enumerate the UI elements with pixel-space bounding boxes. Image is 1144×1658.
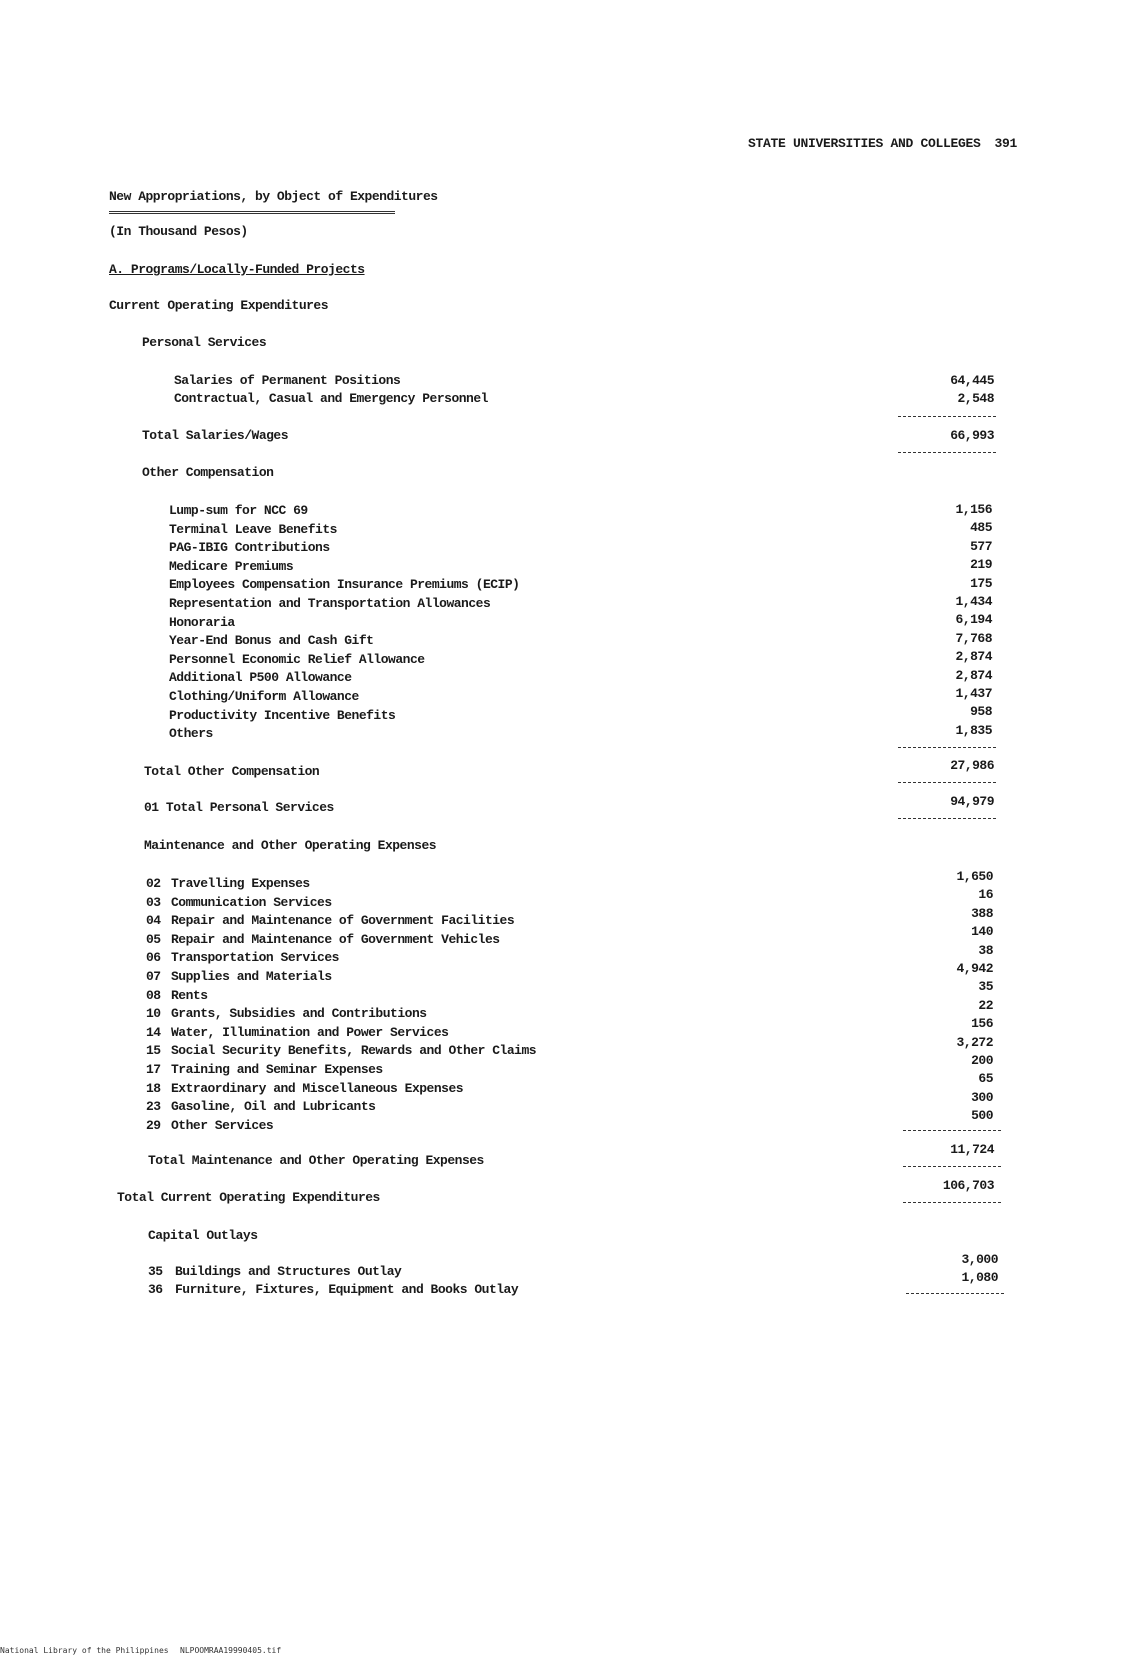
line-item-label: Lump-sum for NCC 69 <box>169 503 308 518</box>
line-item-label: Personnel Economic Relief Allowance <box>169 652 425 667</box>
line-item-label: Representation and Transportation Allowances <box>169 596 491 611</box>
line-item-code: 03 <box>146 895 161 910</box>
line-item-value: 388 <box>971 906 993 921</box>
subtotal-rule <box>898 416 996 417</box>
line-item-value: 300 <box>971 1090 993 1105</box>
total-personal-services-label: 01 Total Personal Services <box>144 800 334 815</box>
line-item-code: 04 <box>146 913 161 928</box>
total-rule <box>898 452 996 453</box>
line-item-label: Travelling Expenses <box>171 876 310 891</box>
line-item-value: 1,437 <box>955 686 992 701</box>
line-item-code: 15 <box>146 1043 161 1058</box>
line-item-value: 3,272 <box>956 1035 993 1050</box>
line-item-code: 10 <box>146 1006 161 1021</box>
line-item-value: 64,445 <box>950 373 994 388</box>
line-item-value: 22 <box>978 998 993 1013</box>
total-personal-services-value: 94,979 <box>950 794 994 809</box>
line-item-value: 2,874 <box>955 668 992 683</box>
line-item-label: Productivity Incentive Benefits <box>169 708 396 723</box>
footer-file: NLPOOMRAA19990405.tif <box>180 1646 282 1655</box>
page-number: 391 <box>994 136 1018 151</box>
current-operating-heading: Current Operating Expenditures <box>109 298 329 313</box>
running-header <box>748 136 1017 151</box>
line-item-value: 1,835 <box>955 723 992 738</box>
total-mooe-value: 11,724 <box>950 1142 994 1157</box>
total-rule <box>898 818 996 819</box>
line-item-label: Training and Seminar Expenses <box>171 1062 383 1077</box>
line-item-value: 577 <box>970 539 992 554</box>
line-item-value: 500 <box>971 1108 993 1123</box>
line-item-code: 29 <box>146 1118 161 1133</box>
line-item-code: 36 <box>148 1282 163 1297</box>
line-item-code: 23 <box>146 1099 161 1114</box>
line-item-label: Grants, Subsidies and Contributions <box>171 1006 427 1021</box>
line-item-code: 14 <box>146 1025 161 1040</box>
line-item-label: Employees Compensation Insurance Premiums (ECIP) <box>169 577 520 592</box>
line-item-label: Furniture, Fixtures, Equipment and Books Outlay <box>175 1282 519 1297</box>
total-salaries-value: 66,993 <box>950 428 994 443</box>
personal-services-heading: Personal Services <box>142 335 267 350</box>
line-item-value: 2,548 <box>957 391 994 406</box>
line-item-value: 175 <box>970 576 992 591</box>
line-item-value: 35 <box>978 979 993 994</box>
line-item-value: 200 <box>971 1053 993 1068</box>
line-item-value: 1,650 <box>956 869 993 884</box>
other-compensation-heading: Other Compensation <box>142 465 274 480</box>
total-rule <box>903 1202 1001 1203</box>
section-heading: A. Programs/Locally-Funded Projects <box>109 262 365 277</box>
total-current-label: Total Current Operating Expenditures <box>117 1190 380 1205</box>
line-item-value: 7,768 <box>955 631 992 646</box>
line-item-code: 07 <box>146 969 161 984</box>
total-salaries-label: Total Salaries/Wages <box>142 428 289 443</box>
total-rule <box>903 1166 1001 1167</box>
line-item-value: 140 <box>971 924 993 939</box>
line-item-label: Other Services <box>171 1118 274 1133</box>
subtotal-rule <box>898 747 996 748</box>
line-item-label: Social Security Benefits, Rewards and Other Claims <box>171 1043 537 1058</box>
line-item-label: Contractual, Casual and Emergency Personnel <box>174 391 488 406</box>
line-item-label: Year-End Bonus and Cash Gift <box>169 633 374 648</box>
subtotal-rule <box>906 1293 1004 1294</box>
line-item-value: 156 <box>971 1016 993 1031</box>
line-item-value: 2,874 <box>955 649 992 664</box>
line-item-value: 4,942 <box>956 961 993 976</box>
line-item-label: Buildings and Structures Outlay <box>175 1264 402 1279</box>
line-item-value: 65 <box>978 1071 993 1086</box>
total-other-compensation-value: 27,986 <box>950 758 994 773</box>
footer-library: National Library of the Philippines <box>0 1646 169 1655</box>
line-item-value: 958 <box>970 704 992 719</box>
total-rule <box>898 782 996 783</box>
line-item-code: 08 <box>146 988 161 1003</box>
capital-outlays-heading: Capital Outlays <box>148 1228 258 1243</box>
line-item-label: Repair and Maintenance of Government Facilities <box>171 913 515 928</box>
line-item-value: 6,194 <box>955 612 992 627</box>
mooe-heading: Maintenance and Other Operating Expenses <box>144 838 437 853</box>
running-title: STATE UNIVERSITIES AND COLLEGES <box>748 136 981 151</box>
total-other-compensation-label: Total Other Compensation <box>144 764 320 779</box>
line-item-label: Extraordinary and Miscellaneous Expenses <box>171 1081 464 1096</box>
line-item-label: Rents <box>171 988 208 1003</box>
line-item-value: 1,156 <box>955 502 992 517</box>
line-item-label: Others <box>169 726 213 741</box>
line-item-value: 219 <box>970 557 992 572</box>
line-item-label: Water, Illumination and Power Services <box>171 1025 449 1040</box>
line-item-label: Gasoline, Oil and Lubricants <box>171 1099 376 1114</box>
title-rule <box>109 211 395 214</box>
line-item-value: 1,080 <box>961 1270 998 1285</box>
line-item-label: Communication Services <box>171 895 332 910</box>
line-item-label: Honoraria <box>169 615 235 630</box>
line-item-code: 17 <box>146 1062 161 1077</box>
line-item-label: Terminal Leave Benefits <box>169 522 337 537</box>
line-item-value: 16 <box>978 887 993 902</box>
line-item-label: Salaries of Permanent Positions <box>174 373 401 388</box>
total-mooe-label: Total Maintenance and Other Operating Expenses <box>148 1153 484 1168</box>
line-item-value: 38 <box>978 943 993 958</box>
subtotal-rule <box>903 1130 1001 1131</box>
line-item-label: PAG-IBIG Contributions <box>169 540 330 555</box>
unit-note: (In Thousand Pesos) <box>109 224 248 239</box>
document-title: New Appropriations, by Object of Expenditures <box>109 189 438 204</box>
line-item-label: Additional P500 Allowance <box>169 670 352 685</box>
line-item-code: 35 <box>148 1264 163 1279</box>
line-item-code: 02 <box>146 876 161 891</box>
line-item-value: 3,000 <box>961 1252 998 1267</box>
line-item-value: 485 <box>970 520 992 535</box>
line-item-code: 05 <box>146 932 161 947</box>
line-item-label: Repair and Maintenance of Government Vehicles <box>171 932 500 947</box>
line-item-code: 18 <box>146 1081 161 1096</box>
line-item-label: Clothing/Uniform Allowance <box>169 689 359 704</box>
line-item-value: 1,434 <box>955 594 992 609</box>
line-item-code: 06 <box>146 950 161 965</box>
line-item-label: Transportation Services <box>171 950 339 965</box>
total-current-value: 106,703 <box>942 1178 994 1193</box>
line-item-label: Supplies and Materials <box>171 969 332 984</box>
line-item-label: Medicare Premiums <box>169 559 294 574</box>
